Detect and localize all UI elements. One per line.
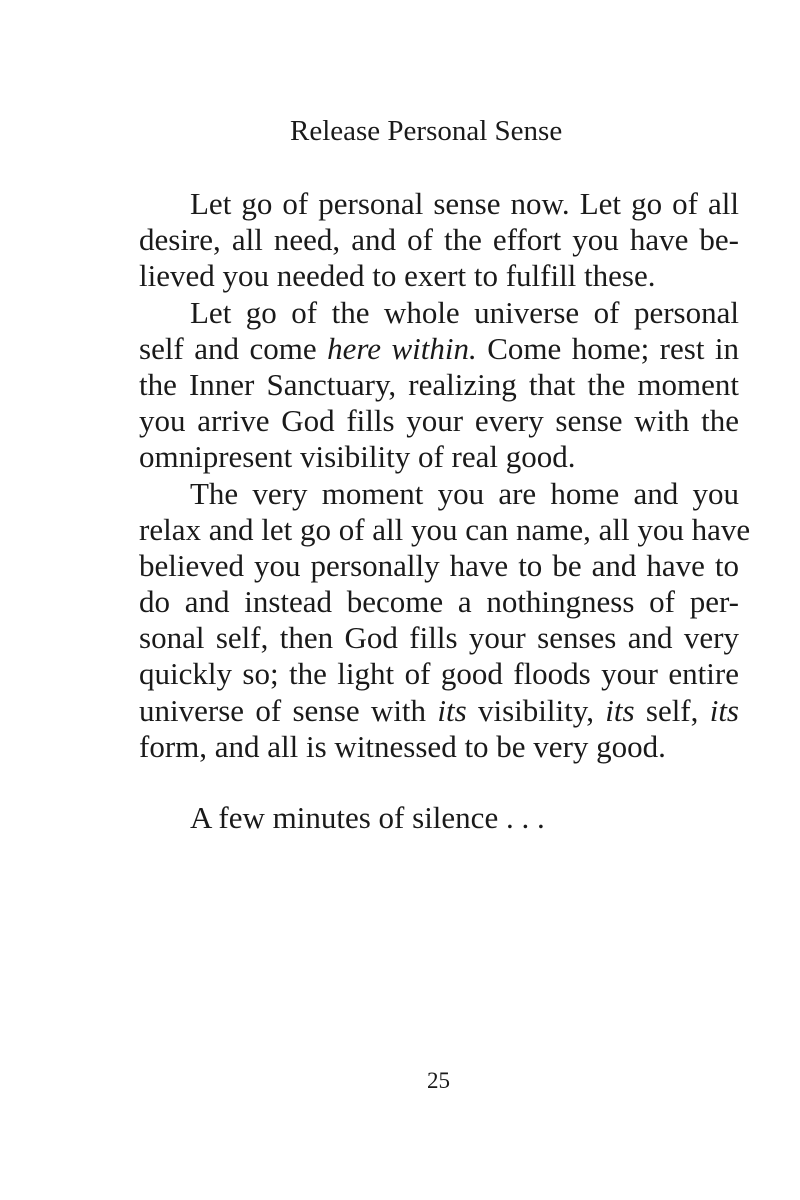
- text-run: Come home; rest in: [476, 330, 740, 366]
- text-run: The very moment you are home and you: [190, 475, 739, 511]
- text-line: [139, 656, 739, 692]
- text-line: [139, 439, 739, 475]
- text-line: [139, 331, 739, 367]
- closing-line: A few minutes of silence . . .: [190, 800, 545, 835]
- text-line: [139, 258, 739, 294]
- text-line: [139, 729, 739, 765]
- text-run: you arrive God fills your every sense with the: [139, 403, 739, 439]
- italic-text-run: here within.: [327, 330, 477, 366]
- text-line: [139, 511, 751, 548]
- italic-text-run: its: [605, 692, 635, 728]
- page-number: 25: [427, 1068, 450, 1093]
- text-run: desire, all need, and of the effort you have be-: [139, 222, 739, 258]
- text-line: [139, 620, 739, 656]
- text-run: lieved you needed to exert to fulfill these.: [139, 258, 656, 294]
- text-run: self,: [634, 692, 710, 728]
- body-text: [139, 186, 751, 765]
- text-run: Let go of personal sense now. Let go of all: [190, 186, 739, 221]
- text-run: form, and all is witnessed to be very good.: [139, 728, 666, 764]
- text-line: [139, 693, 739, 729]
- text-run: the Inner Sanctuary, realizing that the moment: [139, 366, 739, 402]
- text-line: [139, 476, 739, 512]
- text-line: [139, 403, 739, 439]
- text-line: [139, 548, 739, 584]
- text-line: [139, 222, 739, 258]
- text-line: [139, 186, 739, 222]
- text-run: do and instead become a nothingness of per-: [139, 584, 739, 620]
- page-title: Release Personal Sense: [290, 115, 563, 147]
- text-run: visibility,: [466, 692, 606, 728]
- text-run: Let go of the whole universe of personal: [190, 294, 739, 330]
- text-run: sonal self, then God fills your senses and very: [139, 620, 739, 656]
- text-run: omnipresent visibility of real good.: [139, 439, 576, 475]
- italic-text-run: its: [709, 692, 739, 728]
- text-run: universe of sense with: [139, 692, 438, 728]
- text-line: [139, 584, 739, 620]
- text-line: [139, 367, 739, 403]
- text-run: relax and let go of all you can name, all you have: [139, 511, 751, 547]
- italic-text-run: its: [437, 692, 467, 728]
- text-run: quickly so; the light of good floods your entire: [139, 656, 739, 692]
- text-run: self and come: [139, 330, 328, 366]
- text-run: believed you personally have to be and have to: [139, 547, 739, 583]
- text-line: [139, 295, 739, 331]
